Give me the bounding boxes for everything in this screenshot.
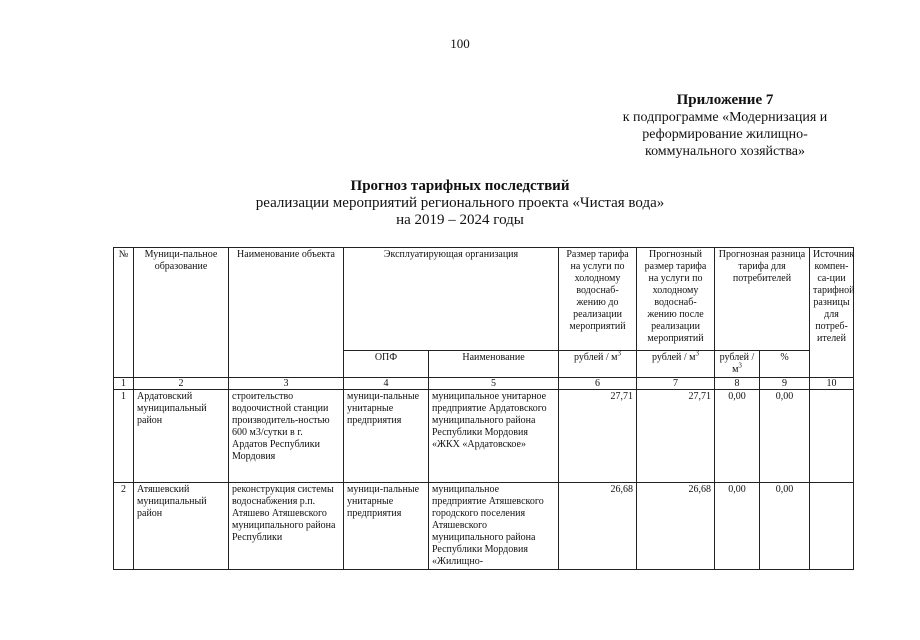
column-number: 4 <box>344 378 429 390</box>
cell-object: строительство водоочистной станции производитель-ностью 600 м3/сутки в г. Ардатов Республики Мордовия <box>229 390 344 483</box>
title-main: Прогноз тарифных последствий <box>350 178 570 194</box>
title-subtitle: реализации мероприятий регионального проекта «Чистая вода» <box>255 195 665 211</box>
appendix-line: реформирование жилищно- <box>642 127 808 142</box>
tariff-table <box>113 247 854 570</box>
cell-tariff-before: 27,71 <box>559 390 637 483</box>
header-unit: рублей / $м^3$ <box>715 351 760 378</box>
cell-diff-pct: 0,00 <box>760 390 810 483</box>
header-operator: Эксплуатирующая организация <box>344 248 559 351</box>
cell-opf: муници-пальные унитарные предприятия <box>344 390 429 483</box>
column-number: 8 <box>715 378 760 390</box>
page-number: 100 <box>450 36 470 51</box>
column-number: 9 <box>760 378 810 390</box>
cell-operator-name: муниципальное предприятие Атяшевского городского поселения Атяшевского муниципального района Республики Мордовия «Жилищно- <box>429 483 559 570</box>
column-number-row <box>114 378 854 390</box>
cell-opf: муници-пальные унитарные предприятия <box>344 483 429 570</box>
cell-diff-rub: 0,00 <box>715 390 760 483</box>
column-number: 5 <box>429 378 559 390</box>
cell-tariff-after: 27,71 <box>637 390 715 483</box>
cell-num: 1 <box>114 390 134 483</box>
table-row <box>114 483 854 570</box>
cell-source <box>810 390 854 483</box>
column-number: 1 <box>114 378 134 390</box>
header-row <box>114 248 854 351</box>
header-diff: Прогнозная разница тарифа для потребителей <box>715 248 810 351</box>
appendix-line: коммунального хозяйства» <box>644 144 806 159</box>
cell-operator-name: муниципальное унитарное предприятие Ардатовского муниципального района Республики Мордовия «ЖКХ «Ардатовское» <box>429 390 559 483</box>
cell-tariff-before: 26,68 <box>559 483 637 570</box>
header-tariff-before: Размер тарифа на услуги по холодному водоснаб-жению до реализации мероприятий <box>559 248 637 351</box>
cell-diff-pct: 0,00 <box>760 483 810 570</box>
table-row <box>114 390 854 483</box>
column-number: 2 <box>134 378 229 390</box>
header-source: Источник компен-са-ции тарифной разницы для потреб-ителей <box>810 248 854 378</box>
header-num: № <box>114 248 134 378</box>
cell-diff-rub: 0,00 <box>715 483 760 570</box>
header-opf: ОПФ <box>344 351 429 378</box>
cell-num: 2 <box>114 483 134 570</box>
cell-municipality: Атяшевский муниципальный район <box>134 483 229 570</box>
header-municipality: Муници-пальное образование <box>134 248 229 378</box>
cell-object: реконструкция системы водоснабжения р.п. Атяшево Атяшевского муниципального района Республики <box>229 483 344 570</box>
title-period: на 2019 – 2024 годы <box>396 212 524 228</box>
column-number: 3 <box>229 378 344 390</box>
header-unit: рублей / $м^3$ <box>637 351 715 378</box>
appendix-line: к подпрограмме «Модернизация и <box>622 110 828 125</box>
appendix-block <box>610 92 840 160</box>
header-percent: % <box>760 351 810 378</box>
column-number: 10 <box>810 378 854 390</box>
header-object: Наименование объекта <box>229 248 344 378</box>
header-tariff-after: Прогнозный размер тарифа на услуги по холодному водоснаб-жению после реализации мероприятий <box>637 248 715 351</box>
document-title <box>0 178 920 229</box>
header-op-name: Наименование <box>429 351 559 378</box>
appendix-title: Приложение 7 <box>676 92 774 108</box>
cell-source <box>810 483 854 570</box>
cell-tariff-after: 26,68 <box>637 483 715 570</box>
cell-municipality: Ардатовский муниципальный район <box>134 390 229 483</box>
header-unit: рублей / $м^3$ <box>559 351 637 378</box>
column-number: 6 <box>559 378 637 390</box>
column-number: 7 <box>637 378 715 390</box>
